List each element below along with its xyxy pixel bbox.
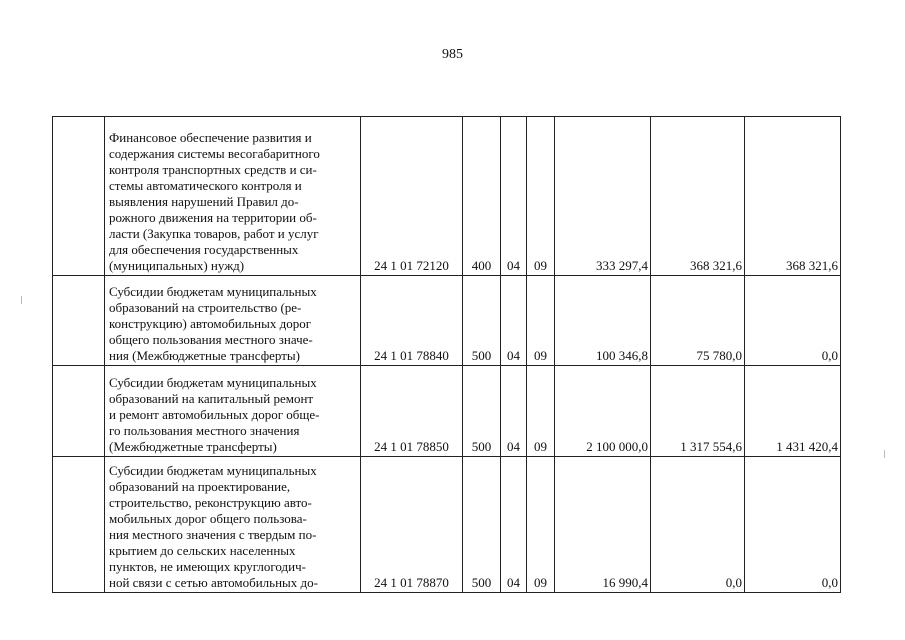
row-number-cell xyxy=(53,366,105,457)
subsection-cell: 09 xyxy=(527,457,555,593)
section-cell: 04 xyxy=(501,117,527,276)
amount-year3-cell: 1 431 420,4 xyxy=(745,366,841,457)
row-number-cell xyxy=(53,117,105,276)
section-cell: 04 xyxy=(501,366,527,457)
subsection-cell: 09 xyxy=(527,366,555,457)
amount-year3-cell: 0,0 xyxy=(745,276,841,366)
table-row xyxy=(53,366,841,457)
amount-year1-cell: 100 346,8 xyxy=(555,276,651,366)
target-code-cell: 24 1 01 72120 xyxy=(361,117,463,276)
target-code-cell: 24 1 01 78870 xyxy=(361,457,463,593)
table-row xyxy=(53,117,841,276)
subsection-cell: 09 xyxy=(527,117,555,276)
subsection-cell: 09 xyxy=(527,276,555,366)
description-cell: Субсидии бюджетам муниципальных образований на строительство (ре- конструкцию) автомобильных дорог общего пользования местного значе- ния (Межбюджетные трансферты) xyxy=(105,276,361,366)
expense-type-cell: 500 xyxy=(463,276,501,366)
section-cell: 04 xyxy=(501,457,527,593)
amount-year2-cell: 75 780,0 xyxy=(651,276,745,366)
section-cell: 04 xyxy=(501,276,527,366)
row-number-cell xyxy=(53,276,105,366)
amount-year2-cell: 1 317 554,6 xyxy=(651,366,745,457)
amount-year1-cell: 333 297,4 xyxy=(555,117,651,276)
amount-year1-cell: 16 990,4 xyxy=(555,457,651,593)
target-code-cell: 24 1 01 78840 xyxy=(361,276,463,366)
description-cell: Финансовое обеспечение развития и содержания системы весогабаритного контроля транспортных средств и си- стемы автоматического контроля и выявления нарушений Правил до- рожного движения на территории об- ласти (Закупка товаров, работ и услуг для обеспечения государственных (муниципальных) нужд) xyxy=(105,117,361,276)
table-row xyxy=(53,276,841,366)
expense-type-cell: 500 xyxy=(463,366,501,457)
amount-year2-cell: 368 321,6 xyxy=(651,117,745,276)
amount-year3-cell: 368 321,6 xyxy=(745,117,841,276)
table-row xyxy=(53,457,841,593)
amount-year2-cell: 0,0 xyxy=(651,457,745,593)
expense-type-cell: 500 xyxy=(463,457,501,593)
row-number-cell xyxy=(53,457,105,593)
amount-year1-cell: 2 100 000,0 xyxy=(555,366,651,457)
description-cell: Субсидии бюджетам муниципальных образований на капитальный ремонт и ремонт автомобильных дорог обще- го пользования местного значения (Межбюджетные трансферты) xyxy=(105,366,361,457)
amount-year3-cell: 0,0 xyxy=(745,457,841,593)
budget-table xyxy=(52,116,841,593)
description-cell: Субсидии бюджетам муниципальных образований на проектирование, строительство, реконструкцию авто- мобильных дорог общего пользова- ния местного значения с твердым по- крытием до сельских населенных пунктов, не имеющих круглогодич- ной связи с сетью автомобильных до- xyxy=(105,457,361,593)
expense-type-cell: 400 xyxy=(463,117,501,276)
target-code-cell: 24 1 01 78850 xyxy=(361,366,463,457)
scan-mark xyxy=(884,450,885,458)
scan-mark xyxy=(21,296,22,304)
page-number: 985 xyxy=(442,47,463,62)
